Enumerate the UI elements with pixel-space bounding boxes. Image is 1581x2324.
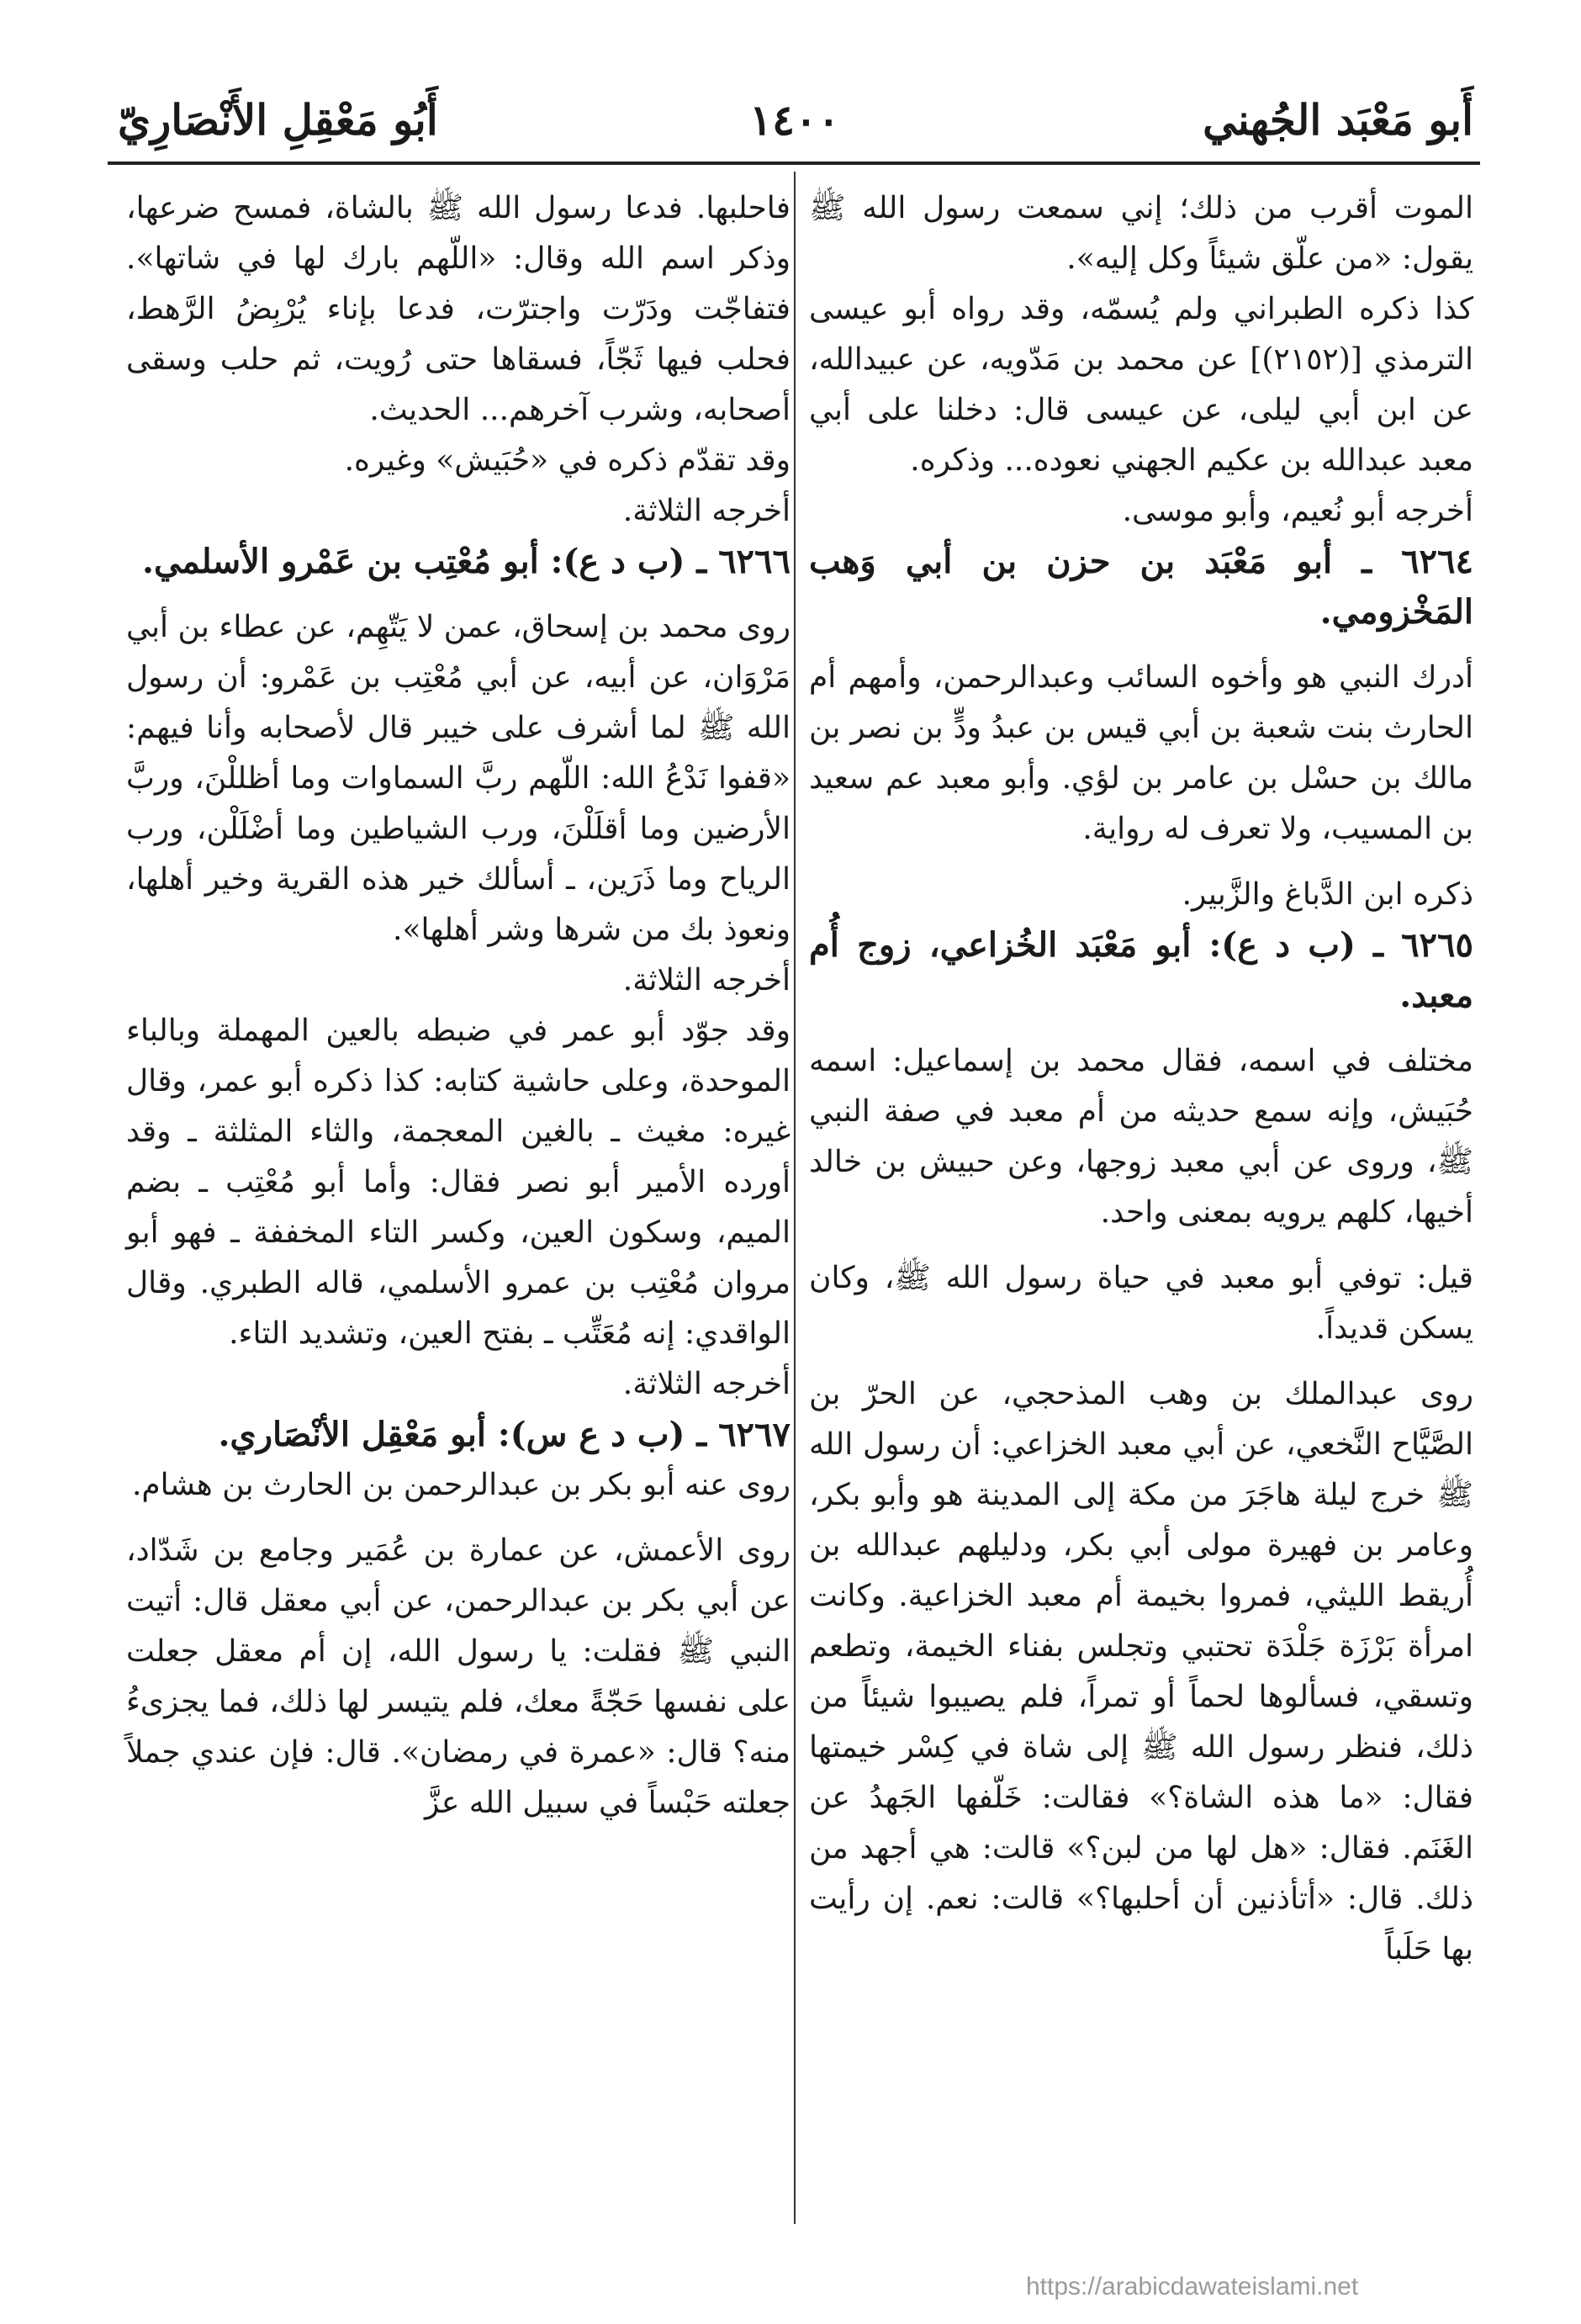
running-header-right: أَبو مَعْبَد الجُهني <box>1203 95 1473 145</box>
page-number: ١٤٠٠ <box>749 95 840 145</box>
column-divider <box>794 172 796 2224</box>
paragraph: روى الأعمش، عن عمارة بن عُمَير وجامع بن شَدّاد، عن أبي بكر بن عبدالرحمن، عن أبي معقل قال: أتيت النبي ﷺ فقلت: يا رسول الله، إن أم معقل جعلت على نفسها حَجّةً معك، فلم يتيسر لها ذلك، فما يجزىءُ منه؟ قال: «عمرة في رمضان». قال: فإن عندي جملاً جعلته حَبْساً في سبيل الله عزَّ <box>126 1533 790 1820</box>
paragraph: روى محمد بن إسحاق، عمن لا يَتّهِم، عن عطاء بن أبي مَرْوَان، عن أبيه، عن أبي مُعْتِب بن عَمْرو: أن رسول الله ﷺ لما أشرف على خيبر قال لأصحابه وأنا فيهم: «قفوا نَدْعُ الله: اللّهم ربَّ السماوات وما أظللْنَ، وربَّ الأرضين وما أقلَلْنَ، ورب الشياطين وما أضْلَلْن، ورب الرياح وما ذَرَين، ـ أسألك خير هذه القرية وخير أهلها، ونعوذ بك من شرها وشر أهلها». <box>126 610 790 947</box>
source-note: أخرجه الثلاثة. <box>622 1367 790 1401</box>
entry-heading-6265: ٦٢٦٥ ـ (ب د ع): أبو مَعْبَد الخُزاعي، زوج أُم معبد. <box>809 925 1473 1015</box>
paragraph: أدرك النبي هو وأخوه السائب وعبدالرحمن، وأمهم أم الحارث بنت شعبة بن أبي قيس بن عبدُ ودٍّ بن نصر بن مالك بن حسْل بن عامر بن لؤي. وأبو معبد عم سعيد بن المسيب، ولا تعرف له رواية. <box>809 660 1473 846</box>
running-header-left: أَبُو مَعْقِلِ الأَنْصَارِيّ <box>118 95 438 145</box>
paragraph: فاحلبها. فدعا رسول الله ﷺ بالشاة، فمسح ضرعها، وذكر اسم الله وقال: «اللّهم بارك لها في شاتها». فتفاجّت ودَرّت واجترّت، فدعا بإناء يُرْبِضُ الرَّهط، فحلب فيها ثَجّاً، فسقاها حتى رُويت، ثم حلب وسقى أصحابه، وشرب آخرهم... الحديث. <box>126 191 790 427</box>
paragraph: كذا ذكره الطبراني ولم يُسمّه، وقد رواه أبو عيسى الترمذي [(٢١٥٢)] عن محمد بن مَدّويه، عن عبيدالله، عن ابن أبي ليلى، عن عيسى قال: دخلنا على أبي معبد عبدالله بن عكيم الجهني نعوده... وذكره. <box>809 292 1473 478</box>
source-note: أخرجه أبو نُعيم، وأبو موسى. <box>1122 494 1473 528</box>
paragraph: روى عنه أبو بكر بن عبدالرحمن بن الحارث بن هشام. <box>131 1468 790 1502</box>
entry-heading-6264: ٦٢٦٤ ـ أبو مَعْبَد بن حزن بن أبي وَهب المَخْزومي. <box>809 542 1473 632</box>
right-column <box>809 183 1473 1975</box>
watermark-url: https://arabicdawateislami.net <box>1026 2273 1359 2300</box>
entry-heading-6266: ٦٢٦٦ ـ (ب د ع): أبو مُعْتِب بن عَمْرو الأسلمي. <box>142 542 790 581</box>
entry-heading-6267: ٦٢٦٧ ـ (ب د ع س): أبو مَعْقِل الأنْصَاري. <box>218 1415 790 1454</box>
source-note: أخرجه الثلاثة. <box>622 963 790 998</box>
paragraph: الموت أقرب من ذلك؛ إني سمعت رسول الله ﷺ يقول: «من علّق شيئاً وكل إليه». <box>809 191 1473 276</box>
paragraph: قيل: توفي أبو معبد في حياة رسول الله ﷺ، وكان يسكن قديداً. <box>809 1261 1473 1346</box>
paragraph: وقد تقدّم ذكره في «حُبَيش» وغيره. <box>344 443 790 478</box>
header-rule <box>108 161 1480 165</box>
paragraph: روى عبدالملك بن وهب المذحجي، عن الحرّ بن الصَّيَّاح النَّخعي، عن أبي معبد الخزاعي: أن رسول الله ﷺ خرج ليلة هاجَرَ من مكة إلى المدينة هو وأبو بكر، وعامر بن فهيرة مولى أبي بكر، ودليلهم عبدالله بن أُريقط الليثي، فمروا بخيمة أم معبد الخزاعية. وكانت امرأة بَرْزَة جَلْدَة تحتبي وتجلس بفناء الخيمة، وتطعم وتسقي، فسألوها لحماً أو تمراً، فلم يصيبوا شيئاً من ذلك، فنظر رسول الله ﷺ إلى شاة في كِسْر خيمتها فقال: «ما هذه الشاة؟» فقالت: خَلّفها الجَهدُ عن الغَنَم. فقال: «هل لها من لبن؟» قالت: هي أجهد من ذلك. قال: «أتأذنين أن أحلبها؟» قالت: نعم. إن رأيت بها حَلَباً <box>809 1377 1473 1967</box>
paragraph: مختلف في اسمه، فقال محمد بن إسماعيل: اسمه حُبَيش، وإنه سمع حديثه من أم معبد في صفة النبي ﷺ، وروى عن أبي معبد زوجها، وعن حبيش بن خالد أخيها، كلهم يرويه بمعنى واحد. <box>809 1044 1473 1230</box>
source-note: ذكره ابن الدَّباغ والزَّبير. <box>1182 877 1473 912</box>
source-note: أخرجه الثلاثة. <box>622 494 790 528</box>
paragraph: وقد جوّد أبو عمر في ضبطه بالعين المهملة وبالباء الموحدة، وعلى حاشية كتابه: كذا ذكره أبو عمر، وقال غيره: مغيث ـ بالغين المعجمة، والثاء المثلثة ـ وقد أورده الأمير أبو نصر فقال: وأما أبو مُعْتِب ـ بضم الميم، وسكون العين، وكسر التاء المخففة ـ فهو أبو مروان مُعْتِب بن عمرو الأسلمي، قاله الطبري. وقال الواقدي: إنه مُعَتِّب ـ بفتح العين، وتشديد التاء. <box>126 1014 790 1351</box>
left-column <box>126 183 790 1829</box>
